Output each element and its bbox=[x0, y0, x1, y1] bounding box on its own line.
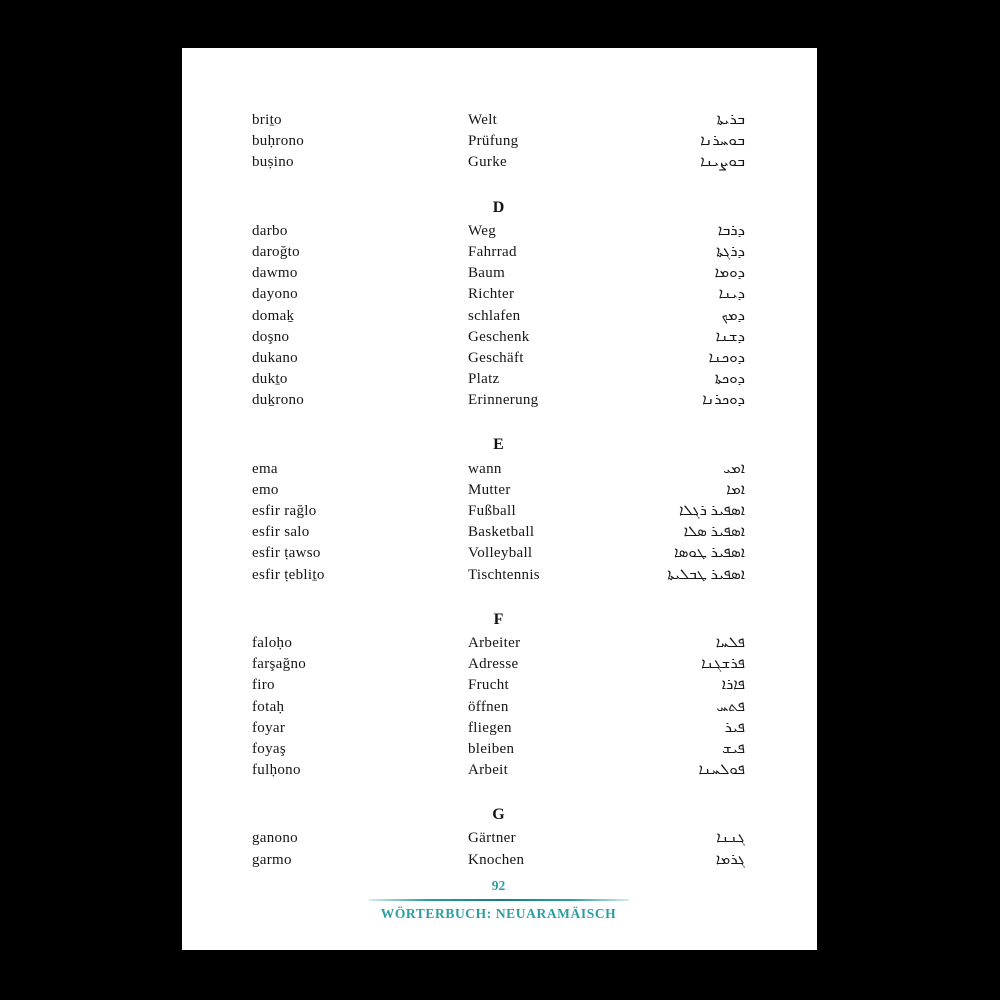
entry-german: bleiben bbox=[468, 740, 515, 757]
entry-syriac: ܐܣܦܝܪ ܛܘܣܐ bbox=[674, 545, 745, 562]
entry-row bbox=[252, 633, 745, 654]
entry-syriac: ܕܘܟܢܐ bbox=[708, 349, 745, 366]
entry-translit: faloḥo bbox=[252, 634, 293, 651]
entry-translit: daroğto bbox=[252, 243, 300, 260]
entry-syriac: ܕܡܟ bbox=[721, 307, 745, 324]
entry-row bbox=[252, 131, 745, 152]
entry-translit: fulḥono bbox=[252, 762, 301, 779]
entry-row bbox=[252, 390, 745, 411]
entry-translit: darbo bbox=[252, 222, 288, 239]
entry-german: Mutter bbox=[468, 481, 511, 498]
entry-german: Erinnerung bbox=[468, 392, 539, 409]
entry-german: Fußball bbox=[468, 503, 516, 519]
entry-row bbox=[252, 221, 745, 242]
section-d bbox=[252, 197, 745, 412]
entry-syriac: ܕܪܓܬܐ bbox=[716, 243, 745, 260]
section-letter: E bbox=[493, 436, 504, 454]
entry-translit: domaḵ bbox=[252, 307, 295, 324]
entry-german: Arbeit bbox=[468, 762, 509, 779]
entry-row bbox=[252, 828, 745, 849]
entry-syriac: ܐܡܝ bbox=[723, 460, 745, 477]
entry-row bbox=[252, 242, 745, 263]
entry-german: Knochen bbox=[468, 851, 525, 868]
entry-syriac: ܓܢܢܐ bbox=[716, 830, 745, 847]
entry-row bbox=[252, 850, 745, 871]
entry-syriac: ܕܘܟܬܐ bbox=[714, 371, 745, 388]
entry-german: Geschenk bbox=[468, 328, 530, 345]
section-f bbox=[252, 609, 745, 782]
entry-row bbox=[252, 459, 745, 480]
entry-german: schlafen bbox=[468, 307, 521, 324]
entry-german: Basketball bbox=[468, 524, 535, 541]
entry-row bbox=[252, 284, 745, 305]
section-initial bbox=[252, 110, 745, 174]
entry-syriac: ܐܣܦܝܪ ܛܒܠܝܬܐ bbox=[667, 566, 745, 583]
entry-syriac: ܐܣܦܝܪ ܪܓܠܐ bbox=[679, 503, 745, 519]
entry-translit: dawmo bbox=[252, 265, 298, 282]
entry-syriac: ܦܬܚ bbox=[716, 698, 745, 715]
entry-translit: esfir rağlo bbox=[252, 503, 317, 519]
entry-translit: dayono bbox=[252, 286, 298, 303]
entry-german: Prüfung bbox=[468, 133, 519, 150]
entry-german: Richter bbox=[468, 286, 515, 303]
page-content bbox=[252, 110, 745, 923]
entry-german: Gärtner bbox=[468, 830, 516, 847]
entry-german: Arbeiter bbox=[468, 634, 521, 651]
entry-syriac: ܦܠܚܐ bbox=[715, 634, 745, 651]
entry-translit: dukano bbox=[252, 349, 298, 366]
entry-german: Frucht bbox=[468, 677, 509, 694]
entry-syriac: ܕܝܢܐ bbox=[718, 286, 745, 303]
entry-translit: buṣino bbox=[252, 154, 294, 171]
entry-translit: farşağno bbox=[252, 656, 307, 673]
entry-translit: briṯo bbox=[252, 112, 282, 128]
entry-translit: foyaş bbox=[252, 740, 286, 757]
entry-translit: firo bbox=[252, 677, 275, 694]
entry-syriac: ܒܘܚܪܢܐ bbox=[700, 133, 745, 150]
entry-translit: esfir ṭawso bbox=[252, 545, 321, 562]
entry-translit: dukṯo bbox=[252, 371, 288, 388]
entry-row bbox=[252, 739, 745, 760]
entry-row bbox=[252, 522, 745, 543]
entry-translit: fotaḥ bbox=[252, 698, 285, 715]
entry-syriac: ܕܘܡܐ bbox=[714, 265, 745, 282]
entry-german: Welt bbox=[468, 112, 498, 128]
entry-translit: emo bbox=[252, 481, 279, 498]
entry-syriac: ܦܐܪܐ bbox=[721, 677, 745, 694]
section-g bbox=[252, 804, 745, 871]
entry-german: fliegen bbox=[468, 719, 512, 736]
entry-syriac: ܦܝܪ bbox=[724, 719, 745, 736]
entry-translit: doşno bbox=[252, 328, 290, 345]
section-letter: F bbox=[493, 610, 504, 628]
entry-syriac: ܕܫܢܐ bbox=[715, 328, 745, 345]
entry-translit: ganono bbox=[252, 830, 298, 847]
footer-title: WÖRTERBUCH: NEUARAMÄISCH bbox=[380, 905, 617, 921]
section-e bbox=[252, 434, 745, 585]
entry-row bbox=[252, 110, 745, 131]
entry-german: Adresse bbox=[468, 656, 519, 673]
entry-german: öffnen bbox=[468, 698, 509, 715]
entry-row bbox=[252, 697, 745, 718]
entry-german: Tischtennis bbox=[468, 566, 540, 583]
entry-row bbox=[252, 760, 745, 781]
entry-row bbox=[252, 327, 745, 348]
entry-row bbox=[252, 543, 745, 564]
entry-syriac: ܒܘܨܝܢܐ bbox=[700, 154, 745, 171]
entry-row bbox=[252, 675, 745, 696]
entry-german: Fahrrad bbox=[468, 243, 517, 260]
footer-divider bbox=[369, 899, 629, 901]
entry-german: Weg bbox=[468, 222, 497, 239]
entry-german: Platz bbox=[468, 371, 500, 388]
entry-row bbox=[252, 152, 745, 173]
entry-german: Gurke bbox=[468, 154, 507, 171]
section-letter: G bbox=[492, 806, 505, 824]
entry-syriac: ܦܘܠܚܢܐ bbox=[698, 762, 745, 779]
entry-row bbox=[252, 480, 745, 501]
entry-translit: ema bbox=[252, 460, 278, 477]
dictionary-list bbox=[252, 110, 745, 871]
entry-translit: duḵrono bbox=[252, 392, 305, 409]
entry-translit: esfir ṭebliṯo bbox=[252, 566, 325, 583]
entry-syriac: ܕܘܟܪܢܐ bbox=[702, 392, 745, 409]
entry-syriac: ܒܪܝܬܐ bbox=[716, 112, 745, 128]
entry-row bbox=[252, 369, 745, 390]
page-number: 92 bbox=[491, 877, 506, 893]
entry-row bbox=[252, 718, 745, 739]
entry-row bbox=[252, 263, 745, 284]
document-page bbox=[182, 48, 817, 950]
entry-syriac: ܦܝܫ bbox=[722, 740, 745, 757]
entry-syriac: ܐܣܦܝܪ ܣܠܐ bbox=[683, 524, 745, 541]
entry-german: Baum bbox=[468, 265, 506, 282]
entry-translit: esfir salo bbox=[252, 524, 310, 541]
entry-syriac: ܦܪܫܓܢܐ bbox=[701, 656, 745, 673]
entry-row bbox=[252, 348, 745, 369]
entry-translit: garmo bbox=[252, 851, 292, 868]
entry-row bbox=[252, 565, 745, 586]
entry-german: Geschäft bbox=[468, 349, 524, 366]
entry-translit: buḥrono bbox=[252, 133, 305, 150]
entry-translit: foyar bbox=[252, 719, 286, 736]
entry-row bbox=[252, 306, 745, 327]
entry-row bbox=[252, 654, 745, 675]
section-letter: D bbox=[492, 198, 505, 216]
entry-german: Volleyball bbox=[468, 545, 533, 562]
entry-syriac: ܕܪܒܐ bbox=[717, 222, 745, 239]
entry-syriac: ܓܪܡܐ bbox=[715, 851, 745, 868]
entry-row bbox=[252, 501, 745, 522]
entry-german: wann bbox=[468, 460, 502, 477]
entry-syriac: ܐܡܐ bbox=[726, 481, 745, 498]
